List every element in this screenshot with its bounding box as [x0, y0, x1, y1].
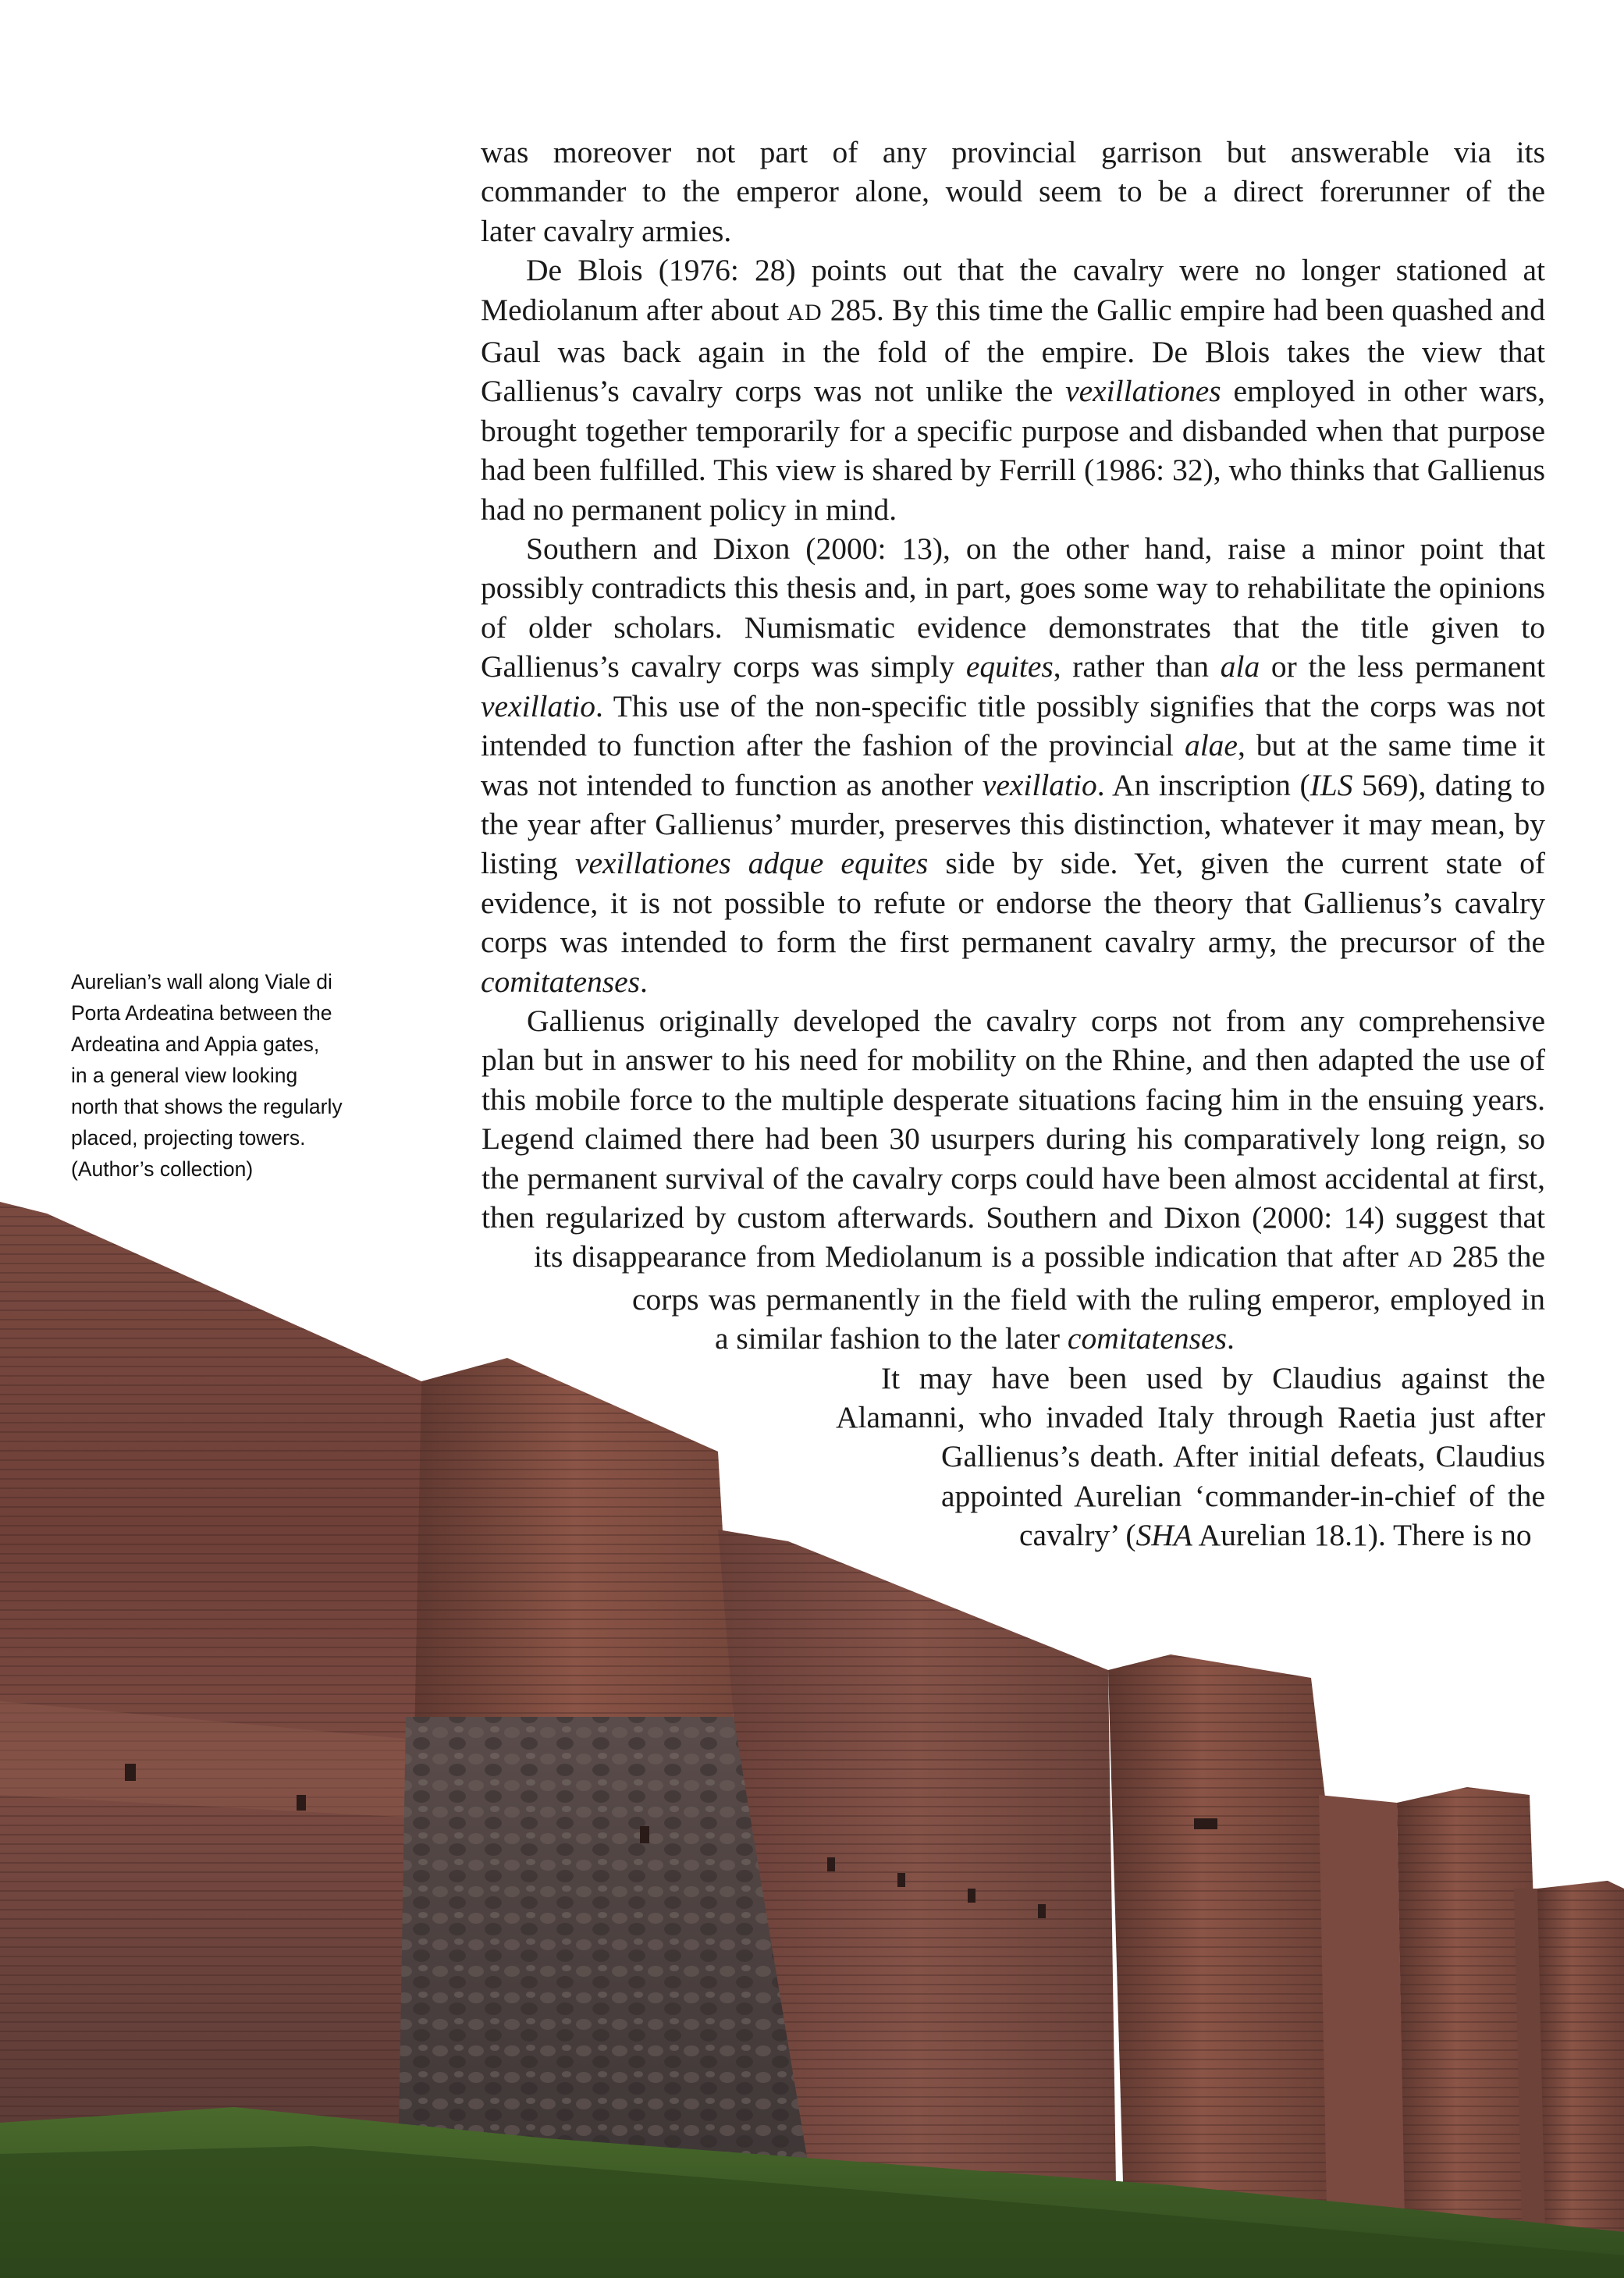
era-abbr: AD — [787, 299, 823, 325]
text-run: 285. By this time the Gallic empire had been quashed and Gaul was back again in the fold of the empire. De Blois takes the view that Gallienus’s cavalry corps was not unlike the — [481, 292, 1545, 409]
italic-term: equites — [965, 649, 1054, 684]
text-run: It may have been used by Claudius against the Alamanni, who invaded Italy through Raetia just after Gallienus’s death. After initial defeats, Claudius appointed Aurelian ‘commander-in-chief of the cavalry’ ( — [836, 1360, 1545, 1553]
text-run: Gallienus originally developed the cavalry corps not from any comprehensive plan but in answer to his need for mobility on the Rhine, and then adapted the use of this mobile force to the multiple desperate situations facing him in the ensuing years. Legend claimed there had been 30 usurpers during his comparatively long reign, so the permanent survival of the cavalry corps could have been almost accidental at first, then regularized by custom afterwards. Southern and Dixon (2000: 14) suggest that its disappearance from Mediolanum is a possible indication that after — [482, 1003, 1545, 1274]
paragraph-4 — [481, 1001, 1545, 1359]
text-run: . — [1226, 1321, 1235, 1356]
italic-term: comitatenses — [1067, 1321, 1227, 1356]
italic-term: vexillatio — [481, 688, 595, 723]
text-run: . — [640, 964, 648, 999]
text-run: 285 the corps was permanently in the field with the ruling emperor, employed in a similar fashion to the later — [632, 1239, 1546, 1356]
italic-term: ILS — [1310, 767, 1353, 802]
italic-term: alae — [1184, 728, 1238, 763]
italic-term: vexillationes adque equites — [574, 846, 929, 881]
era-abbr: AD — [1407, 1246, 1444, 1273]
paragraph-3 — [481, 529, 1545, 1001]
italic-term: SHA — [1135, 1518, 1192, 1553]
photo-caption — [71, 966, 399, 1185]
italic-term: vexillatio — [982, 767, 1097, 802]
caption-line: in a general view looking — [71, 1064, 298, 1087]
caption-line: north that shows the regularly — [71, 1095, 343, 1118]
body-text — [481, 133, 1545, 1600]
text-line: was moreover not part of any provincial garrison but answerable via its — [481, 135, 1545, 169]
text-run: or the less permanent — [1270, 649, 1546, 684]
text-line: later cavalry armies. — [481, 213, 732, 248]
text-run: . This use of the non-specific title possibly signifies that the corps was not intended to function after the fashion of the provincial — [481, 688, 1545, 763]
text-line: commander to the emperor alone, would seem to be a direct forerunner of the — [481, 174, 1545, 209]
italic-term: vexillationes — [1065, 374, 1221, 409]
text-run: Aurelian 18.1). There is no — [1198, 1518, 1532, 1553]
caption-line: (Author’s collection) — [71, 1157, 254, 1181]
caption-line: Porta Ardeatina between the — [71, 1001, 332, 1025]
paragraph-2 — [481, 251, 1545, 529]
text-run: Southern and Dixon (2000: 13), on the other hand, raise a minor point that possibly contradicts this thesis and, in part, goes some way to rehabilitate the opinions of older scholars. Numismatic evidence demonstrates that the title given to Gallienus’s cavalry corps was simply — [481, 531, 1545, 684]
text-run: 569), dating to the year after Gallienus’ murder, preserves this distinction, whatever it may mean, by listing — [481, 767, 1545, 881]
caption-line: Aurelian’s wall along Viale di — [71, 970, 332, 993]
text-run: side by side. Yet, given the current state of evidence, it is not possible to refute or endorse the theory that Gallienus’s cavalry corps was intended to form the first permanent cavalry army, the precursor of the — [481, 846, 1546, 960]
caption-line: placed, projecting towers. — [71, 1126, 306, 1150]
text-run: . An inscription ( — [1096, 767, 1310, 802]
italic-term: ala — [1220, 649, 1260, 684]
text-run: , rather than — [1053, 649, 1210, 684]
text-run: , but at the same time it was not intended to function as another — [481, 728, 1545, 802]
caption-line: Ardeatina and Appia gates, — [71, 1032, 320, 1056]
italic-term: comitatenses — [481, 964, 641, 999]
paragraph-1 — [481, 133, 1545, 251]
text-run: employed in other wars, brought together temporarily for a specific purpose and disbanded when that purpose had been fulfilled. This view is shared by Ferrill (1986: 32), who thinks that Gallienus had no permanent policy in mind. — [481, 374, 1546, 527]
text-run: De Blois (1976: 28) points out that the cavalry were no longer stationed at Mediolanum after about — [481, 253, 1545, 327]
